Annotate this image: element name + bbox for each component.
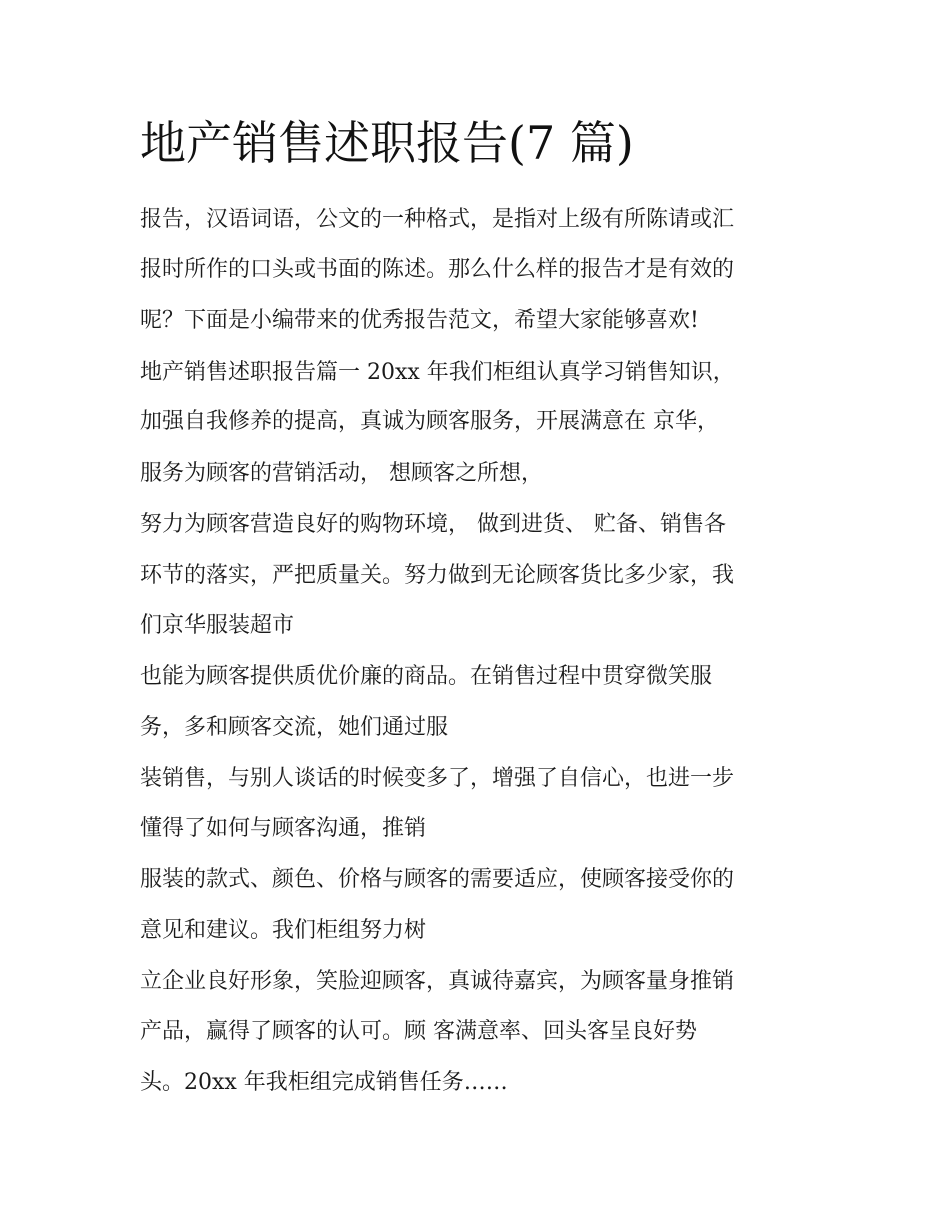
body-line-13: 懂得了如何与顾客沟通，推销 [140, 816, 427, 841]
body-line-7: 努力为顾客营造良好的购物环境， 做到进货、 贮备、销售各 [140, 512, 726, 537]
body-line-14: 服装的款式、颜色、价格与顾客的需要适应，使顾客接受你的 [140, 867, 735, 892]
body-line-18: 头。20xx 年我柜组完成销售任务…… [140, 1070, 508, 1095]
body-line-17: 产品，赢得了顾客的认可。顾 客满意率、回头客呈良好势 [140, 1019, 697, 1044]
body-line-16: 立企业良好形象，笑脸迎顾客，真诚待嘉宾，为顾客量身推销 [140, 969, 735, 994]
document-title: 地产销售述职报告(7 篇) [140, 116, 634, 170]
body-line-11: 务，多和顾客交流，她们通过服 [140, 715, 449, 740]
body-line-2: 报时所作的口头或书面的陈述。那么什么样的报告才是有效的 [140, 257, 735, 282]
body-line-5: 加强自我修养的提高，真诚为顾客服务，开展满意在 京华， [140, 409, 719, 434]
body-line-8: 环节的落实，严把质量关。努力做到无论顾客货比多少家，我 [140, 563, 735, 588]
body-line-15: 意见和建议。我们柜组努力树 [140, 918, 427, 943]
body-line-1: 报告，汉语词语，公文的一种格式，是指对上级有所陈请或汇 [140, 207, 735, 232]
body-line-12: 装销售，与别人谈话的时候变多了，增强了自信心，也进一步 [140, 766, 735, 791]
body-line-4: 地产销售述职报告篇一 20xx 年我们柜组认真学习销售知识， [140, 360, 735, 385]
body-line-9: 们京华服装超市 [140, 613, 295, 638]
body-line-3: 呢？下面是小编带来的优秀报告范文，希望大家能够喜欢! [140, 308, 699, 333]
body-line-10: 也能为顾客提供质优价廉的商品。在销售过程中贯穿微笑服 [140, 664, 713, 689]
body-line-6: 服务为顾客的营销活动， 想顾客之所想， [140, 461, 543, 486]
